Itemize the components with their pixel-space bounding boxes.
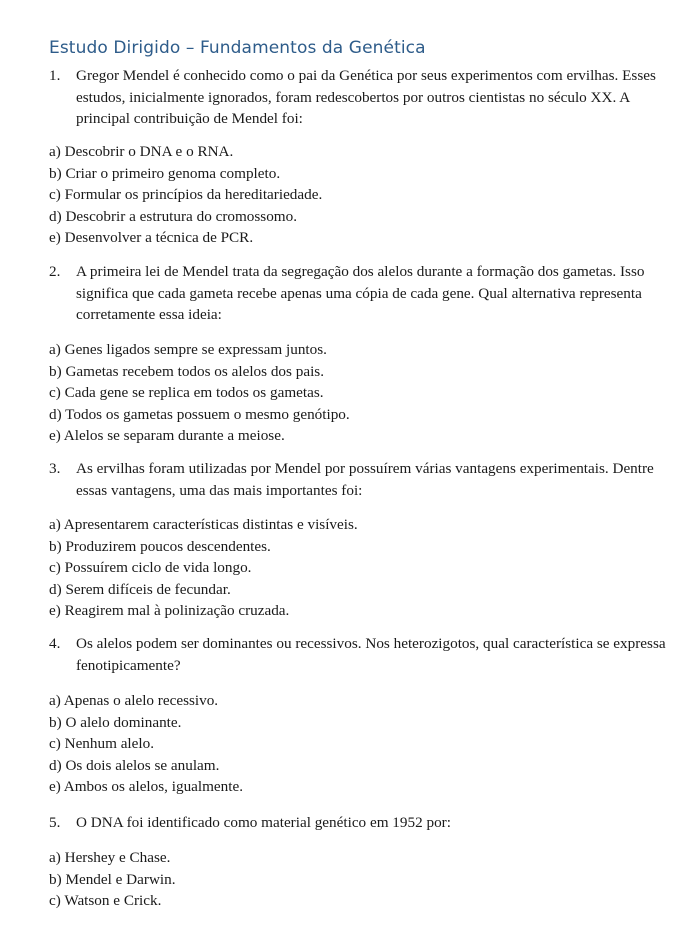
option-item: b) Gametas recebem todos os alelos dos pais. (49, 362, 324, 380)
question-text: Gregor Mendel é conhecido como o pai da Genética por seus experimentos com ervilhas. Esses estudos, inicialmente ignorados, foram redescobertos por outros cientistas no século XX. A principal contribuição de Mendel foi: (76, 67, 656, 127)
option-item: e) Alelos se separam durante a meiose. (49, 427, 285, 444)
option-item: c) Nenhum alelo. (49, 735, 155, 752)
option-item: e) Ambos os alelos, igualmente. (49, 778, 244, 795)
option-item: a) Hershey e Chase. (49, 849, 171, 866)
option-item: b) Produzirem poucos descendentes. (49, 537, 271, 555)
question-text: A primeira lei de Mendel trata da segregação dos alelos durante a formação dos gametas. Isso significa que cada gameta recebe apenas uma cópia de cada gene. Qual alternativa representa corretamente essa ideia: (76, 263, 645, 323)
question-1-options (49, 141, 649, 249)
option-item: a) Apenas o alelo recessivo. (49, 692, 219, 709)
question-5-options (49, 847, 649, 912)
option-item: d) Todos os gametas possuem o mesmo genótipo. (49, 405, 350, 423)
document-title: Estudo Dirigido – Fundamentos da Genética (49, 38, 426, 58)
question-1 (49, 65, 669, 130)
option-item: e) Desenvolver a técnica de PCR. (49, 229, 254, 246)
question-4-options (49, 690, 649, 798)
question-text: O DNA foi identificado como material genético em 1952 por: (76, 814, 451, 831)
option-item: b) Mendel e Darwin. (49, 870, 176, 888)
option-item: d) Serem difíceis de fecundar. (49, 580, 231, 598)
option-item: e) Reagirem mal à polinização cruzada. (49, 602, 290, 619)
option-item: c) Possuírem ciclo de vida longo. (49, 559, 252, 576)
option-item: c) Watson e Crick. (49, 892, 162, 909)
question-3-options (49, 514, 649, 622)
option-item: c) Cada gene se replica em todos os gametas. (49, 384, 324, 401)
question-number: 5. (49, 814, 61, 831)
question-number: 4. (49, 635, 61, 652)
question-number: 3. (49, 460, 61, 477)
question-3 (49, 458, 669, 501)
option-item: b) O alelo dominante. (49, 713, 182, 731)
question-text: Os alelos podem ser dominantes ou recessivos. Nos heterozigotos, qual característica se expressa fenotipicamente? (76, 635, 666, 674)
option-item: c) Formular os princípios da hereditariedade. (49, 186, 323, 203)
option-item: b) Criar o primeiro genoma completo. (49, 164, 281, 182)
option-item: a) Genes ligados sempre se expressam juntos. (49, 341, 327, 358)
question-number: 1. (49, 67, 61, 84)
option-item: a) Apresentarem características distintas e visíveis. (49, 516, 358, 533)
question-2-options (49, 339, 649, 447)
option-item: d) Os dois alelos se anulam. (49, 756, 220, 774)
question-5 (49, 812, 669, 834)
question-number: 2. (49, 263, 61, 280)
option-item: d) Descobrir a estrutura do cromossomo. (49, 207, 297, 225)
option-item: a) Descobrir o DNA e o RNA. (49, 143, 234, 160)
question-text: As ervilhas foram utilizadas por Mendel por possuírem várias vantagens experimentais. Dentre essas vantagens, uma das mais importantes foi: (76, 460, 654, 499)
question-2 (49, 261, 669, 326)
question-4 (49, 633, 669, 676)
